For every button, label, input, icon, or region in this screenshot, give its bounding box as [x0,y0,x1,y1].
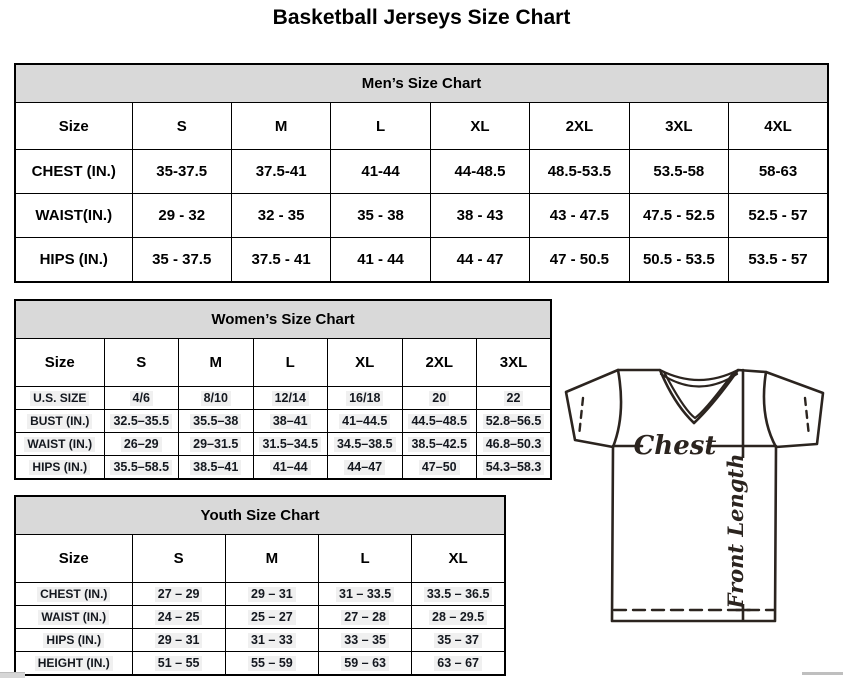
womens-table-title: Women’s Size Chart [15,300,551,339]
page-title: Basketball Jerseys Size Chart [272,6,571,29]
value-cell [253,433,328,456]
value-cell: 47.5 - 52.5 [629,194,728,238]
cell-text: 41–44 [270,460,311,475]
cell-text: 59 – 63 [341,656,389,671]
row-label-cell: HIPS (IN.) [15,238,132,283]
cell-text: 35.5–58.5 [110,460,172,475]
youth-table-row [15,583,505,606]
youth-column-header: L [319,535,412,583]
mens-table-title: Men’s Size Chart [15,64,828,103]
value-cell: 32 - 35 [231,194,330,238]
front-length-label: Front Length [723,453,748,609]
jersey-measurement-diagram [556,366,830,626]
mens-table-row [15,150,828,194]
mens-table-row [15,238,828,283]
value-cell: 44-48.5 [430,150,529,194]
cell-text: 31.5–34.5 [259,437,321,452]
value-cell [225,583,318,606]
value-cell [225,652,318,676]
row-label-cell [15,629,132,652]
value-cell [328,433,403,456]
value-cell [402,456,477,480]
value-cell [412,583,505,606]
value-cell [319,606,412,629]
horizontal-scrollbar-fragment-right[interactable] [802,672,843,675]
mens-column-header: XL [430,103,529,150]
cell-text: 29 – 31 [155,633,203,648]
womens-column-header-row [15,339,551,387]
value-cell [179,387,254,410]
right-sleeve-dashed-line [805,398,809,436]
value-cell: 38 - 43 [430,194,529,238]
value-cell [253,387,328,410]
cell-text: 63 – 67 [434,656,482,671]
value-cell: 43 - 47.5 [530,194,629,238]
cell-text: U.S. SIZE [30,391,89,406]
row-label-cell: WAIST(IN.) [15,194,132,238]
cell-text: 27 – 29 [155,587,203,602]
youth-table-row [15,629,505,652]
value-cell: 52.5 - 57 [729,194,828,238]
cell-text: 32.5–35.5 [110,414,172,429]
cell-text: 51 – 55 [155,656,203,671]
youth-column-header: M [225,535,318,583]
value-cell [402,410,477,433]
value-cell [132,629,225,652]
womens-size-chart-table [14,299,552,480]
cell-text: 20 [429,391,449,406]
value-cell [132,652,225,676]
cell-text: 38.5–41 [190,460,241,475]
value-cell: 35 - 38 [331,194,430,238]
value-cell [104,433,179,456]
value-cell [477,433,552,456]
womens-column-header: S [104,339,179,387]
value-cell [477,387,552,410]
collar-back-curve [660,370,738,380]
cell-text: 54.3–58.3 [483,460,545,475]
cell-text: BUST (IN.) [27,414,92,429]
value-cell [319,583,412,606]
chest-label: Chest [633,431,717,461]
value-cell: 41 - 44 [331,238,430,283]
value-cell: 37.5-41 [231,150,330,194]
value-cell [253,410,328,433]
cell-text: 35 – 37 [434,633,482,648]
womens-header-band [15,300,551,339]
value-cell: 47 - 50.5 [530,238,629,283]
cell-text: 24 – 25 [155,610,203,625]
cell-text: CHEST (IN.) [37,587,110,602]
cell-text: 44–47 [344,460,385,475]
cell-text: 44.5–48.5 [408,414,470,429]
mens-size-chart-table [14,63,829,283]
mens-column-header: 3XL [629,103,728,150]
mens-column-header: 4XL [729,103,828,150]
left-sleeve-dashed-line [579,398,583,436]
cell-text: 31 – 33.5 [336,587,394,602]
value-cell [104,387,179,410]
value-cell [319,629,412,652]
value-cell: 35-37.5 [132,150,231,194]
value-cell [328,410,403,433]
value-cell: 53.5 - 57 [729,238,828,283]
cell-text: 28 – 29.5 [429,610,487,625]
mens-size-corner-cell: Size [15,103,132,150]
row-label-cell [15,652,132,676]
womens-column-header: 3XL [477,339,552,387]
youth-table-title: Youth Size Chart [15,496,505,535]
cell-text: 33.5 – 36.5 [424,587,493,602]
mens-column-header-row [15,103,828,150]
value-cell: 58-63 [729,150,828,194]
mens-column-header: S [132,103,231,150]
row-label-cell: CHEST (IN.) [15,150,132,194]
value-cell [132,606,225,629]
cell-text: WAIST (IN.) [24,437,95,452]
womens-column-header: M [179,339,254,387]
youth-column-header-row [15,535,505,583]
value-cell: 41-44 [331,150,430,194]
womens-column-header: 2XL [402,339,477,387]
value-cell [179,433,254,456]
womens-table-row [15,410,551,433]
youth-table-row [15,652,505,676]
value-cell: 37.5 - 41 [231,238,330,283]
mens-table-row [15,194,828,238]
mens-column-header: L [331,103,430,150]
value-cell [412,629,505,652]
jersey-outline [566,370,823,621]
cell-text: 38–41 [270,414,311,429]
value-cell [412,652,505,676]
cell-text: 34.5–38.5 [334,437,396,452]
cell-text: 55 – 59 [248,656,296,671]
cell-text: 31 – 33 [248,633,296,648]
value-cell [402,387,477,410]
cell-text: 4/6 [130,391,153,406]
value-cell [412,606,505,629]
value-cell [477,410,552,433]
value-cell [104,410,179,433]
value-cell: 29 - 32 [132,194,231,238]
horizontal-scrollbar-fragment-left[interactable] [0,672,25,678]
cell-text: 52.8–56.5 [483,414,545,429]
cell-text: 27 – 28 [341,610,389,625]
cell-text: HIPS (IN.) [29,460,90,475]
cell-text: 8/10 [201,391,231,406]
cell-text: HIPS (IN.) [43,633,104,648]
value-cell [225,629,318,652]
value-cell: 50.5 - 53.5 [629,238,728,283]
youth-column-header: XL [412,535,505,583]
left-armhole-seam [613,370,621,447]
cell-text: 38.5–42.5 [408,437,470,452]
row-label-cell [15,387,104,410]
mens-column-header: 2XL [530,103,629,150]
cell-text: 35.5–38 [190,414,241,429]
cell-text: 33 – 35 [341,633,389,648]
value-cell [104,456,179,480]
womens-size-corner-cell: Size [15,339,104,387]
value-cell [319,652,412,676]
cell-text: HEIGHT (IN.) [35,656,113,671]
value-cell: 48.5-53.5 [530,150,629,194]
youth-size-corner-cell: Size [15,535,132,583]
cell-text: 47–50 [419,460,460,475]
row-label-cell [15,410,104,433]
youth-header-band [15,496,505,535]
cell-text: 22 [504,391,524,406]
value-cell [328,456,403,480]
youth-size-chart-table [14,495,506,676]
youth-column-header: S [132,535,225,583]
jersey-diagram-svg [556,366,828,623]
value-cell [132,583,225,606]
value-cell [253,456,328,480]
cell-text: 25 – 27 [248,610,296,625]
womens-column-header: XL [328,339,403,387]
row-label-cell [15,433,104,456]
womens-table-row [15,387,551,410]
value-cell [179,410,254,433]
womens-table-row [15,456,551,480]
cell-text: 12/14 [272,391,309,406]
row-label-cell [15,583,132,606]
mens-column-header: M [231,103,330,150]
mens-header-band [15,64,828,103]
row-label-cell [15,606,132,629]
value-cell [402,433,477,456]
cell-text: 16/18 [346,391,383,406]
womens-column-header: L [253,339,328,387]
youth-table-row [15,606,505,629]
cell-text: 46.8–50.3 [483,437,545,452]
right-armhole-seam [764,372,776,447]
cell-text: 41–44.5 [339,414,390,429]
cell-text: 29 – 31 [248,587,296,602]
cell-text: 26–29 [121,437,162,452]
cell-text: WAIST (IN.) [38,610,109,625]
value-cell: 44 - 47 [430,238,529,283]
value-cell [477,456,552,480]
value-cell [328,387,403,410]
value-cell [225,606,318,629]
cell-text: 29–31.5 [190,437,241,452]
value-cell: 35 - 37.5 [132,238,231,283]
value-cell [179,456,254,480]
row-label-cell [15,456,104,480]
womens-table-row [15,433,551,456]
value-cell: 53.5-58 [629,150,728,194]
